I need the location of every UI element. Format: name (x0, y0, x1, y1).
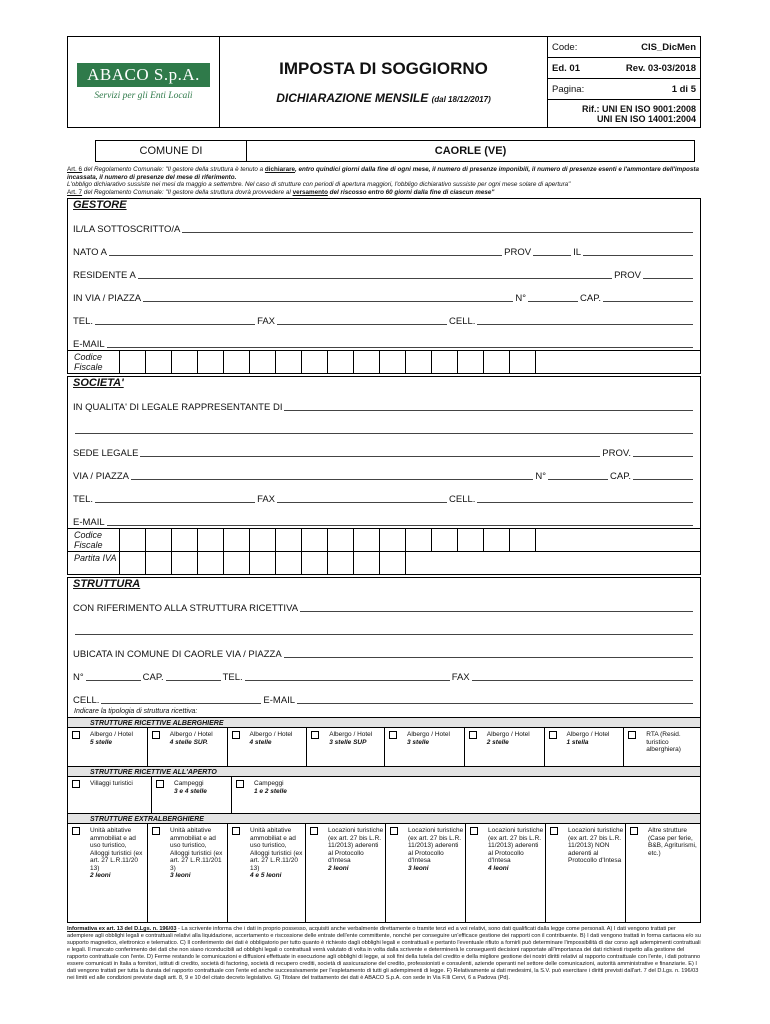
contact-field[interactable]: TEL. FAX CELL. (68, 304, 700, 327)
page-row: Pagina: 1 di 5 (548, 79, 700, 100)
partita-iva-label: Partita IVA (68, 552, 120, 574)
option-label: Unità abitative ammobiliat e ad uso turistico, Alloggi turistici (ex art. 27 L.R.11/201 3) (170, 827, 223, 872)
comune-value: CAORLE (VE) (434, 145, 507, 157)
edition-row: Ed. 01 Rev. 03-03/2018 (548, 58, 700, 79)
extra-option-0[interactable] (68, 824, 148, 922)
alberghiere-header: STRUTTURE RICETTIVE ALBERGHIERE (68, 717, 700, 728)
extra-option-1[interactable] (148, 824, 228, 922)
code-row: Code: CIS_DicMen (548, 37, 700, 58)
alberghiere-option-0[interactable] (68, 728, 148, 766)
aperto-options (68, 777, 700, 813)
option-rating: 1 e 2 stelle (254, 787, 287, 795)
checkbox-icon[interactable] (232, 731, 240, 739)
aperto-option-0[interactable] (68, 777, 152, 813)
checkbox-icon[interactable] (236, 780, 244, 788)
comune-label: COMUNE DI (96, 141, 247, 161)
societa-email-field[interactable]: E-MAIL (68, 505, 700, 528)
checkbox-icon[interactable] (72, 827, 80, 835)
via-field[interactable]: IN VIA / PIAZZA N° CAP. (68, 281, 700, 304)
option-rating: 3 stelle SUP (329, 738, 367, 746)
extra-option-5[interactable] (466, 824, 546, 922)
struttura-section (67, 577, 701, 923)
privacy-footer: Informativa ex art. 13 del D.Lgs. n. 196/03 - La scrivente informa che i dati in proprio possesso, acquisiti anche verbalmente direttamente o tramite terzi ed a voi relativi, sono dati qualificati dalla legge come personali. A) I dati vengono trattati per adempiere agli obblighi legali e contrattuali relativi alla liquidazione, accertamento e riscossione delle entrate dell'ente committente, nonché per conseguire un'efficace gestione dei rapporti con il contribuente. B) I dati vengono trattati in forma cartacea e/o su supporto magnetico, elettronico e telematico. C) Il conferimento dei dati è obbligatorio per tutto quanto è richiesto dagli obblighi legali e contrattuali e pertanto l'eventuale rifiuto a fornirli può determinare l'impossibilità di dar corso agli adempimenti contrattuali e legali. Il mancato conferimento dei dati che non siano riconducibili ad obblighi legali o contrattuali verrà valutato di volta in volta dalla scrivente e determinerà le conseguenti decisioni rapportate all'importanza dei dati richiesti rispetto alla gestione del rapporto contrattuale con l'ente. D) Ferme restando le comunicazioni e diffusioni effettuate in esecuzione agli obblighi di legge, ai soli fini della tutela del credito e della migliore gestione dei nostri diritti relativi al rapporto contrattuale con l'ente, i dati potranno essere comunicati in Italia a fornitori, istituti di credito, società di factoring, società di recupero crediti, società di assicurazione del credito, professionisti e consulenti, aziende operanti nel settore delle comunicazioni, autorità amministrative e finanziarie. E) I dati vengono trattati per tutta la durata del rapporto contrattuale con l'ente ed anche successivamente per l'espletamento di tutti gli adempimenti di legge. F) Relativamente ai dati medesimi, la S.V. può esercitare i diritti previsti dall'art. 7 del D.Lgs. n. 196/03 nei limiti ed alle condizioni previste dagli artt. 8, 9 e 10 del citato decreto legislativo. G) Titolare del trattamento dei dati è ABACO S.p.A. con sede in Via F.lli Cervi, 6 a Padova (Pd). (67, 926, 701, 982)
riferimento-field[interactable]: CON RIFERIMENTO ALLA STRUTTURA RICETTIVA (68, 591, 700, 614)
option-label: Albergo / Hotel (90, 731, 133, 739)
checkbox-icon[interactable] (469, 731, 477, 739)
option-rating: 4 stelle SUP. (169, 738, 208, 746)
societa-contact-field[interactable]: TEL. FAX CELL. (68, 482, 700, 505)
option-rating: 4 e 5 leoni (250, 872, 282, 880)
nato-field[interactable]: NATO A PROV IL (68, 235, 700, 258)
option-label: Albergo / Hotel (329, 731, 373, 739)
company-tagline: Servizi per gli Enti Locali (94, 91, 193, 101)
checkbox-icon[interactable] (470, 827, 478, 835)
extra-option-3[interactable] (306, 824, 386, 922)
option-label: Altre strutture (Case per ferie, B&B, Agriturismi, etc.) (648, 827, 697, 857)
residente-field[interactable]: RESIDENTE A PROV (68, 258, 700, 281)
qualita-field-2[interactable] (68, 413, 700, 436)
option-rating: 5 stelle (90, 738, 113, 746)
checkbox-icon[interactable] (549, 731, 557, 739)
email-field[interactable]: E-MAIL (68, 327, 700, 350)
option-label: Albergo / Hotel (249, 731, 293, 739)
meta-cell (548, 37, 700, 127)
aperto-option-1[interactable] (152, 777, 232, 813)
form-page (67, 36, 701, 982)
option-label: Locazioni turistiche (ex art. 27 bis L.R. 11/2013) aderenti al Protocollo d'Intesa (408, 827, 464, 865)
option-rating: 2 leoni (328, 864, 349, 872)
title-cell (220, 37, 548, 127)
option-label: Campeggi (174, 780, 204, 788)
option-label: Albergo / Hotel (566, 731, 610, 739)
option-label: Unità abitative ammobiliat e ad uso turistico, Alloggi turistici (ex art. 27 L.R.11/20 13) (250, 827, 303, 872)
checkbox-icon[interactable] (152, 827, 160, 835)
comune-box (95, 140, 695, 162)
checkbox-icon[interactable] (550, 827, 558, 835)
extra-option-7[interactable] (626, 824, 700, 922)
option-label: Campeggi (254, 780, 284, 788)
option-rating: 2 leoni (90, 872, 111, 880)
societa-cf-row[interactable] (68, 528, 700, 551)
option-rating: 2 stelle (486, 738, 509, 746)
option-rating: 3 leoni (170, 872, 191, 880)
checkbox-icon[interactable] (630, 827, 638, 835)
checkbox-icon[interactable] (390, 827, 398, 835)
alberghiere-option-2[interactable] (228, 728, 308, 766)
option-label: Unità abitative ammobiliat e ad uso turistico, Alloggi turistici (ex art. 27 L.R.11/20 13) (90, 827, 143, 872)
struttura-title: STRUTTURA (73, 578, 141, 591)
checkbox-icon[interactable] (389, 731, 397, 739)
option-rating: 4 stelle (249, 738, 272, 746)
ubicata-field[interactable]: UBICATA IN COMUNE DI CAORLE VIA / PIAZZA (68, 637, 700, 660)
checkbox-icon[interactable] (628, 731, 636, 739)
checkbox-icon[interactable] (72, 731, 80, 739)
checkbox-icon[interactable] (152, 731, 160, 739)
checkbox-icon[interactable] (72, 780, 80, 788)
logo-cell (68, 37, 220, 127)
checkbox-icon[interactable] (232, 827, 240, 835)
option-label: Villaggi turistici (90, 780, 133, 788)
extra-header: STRUTTURE EXTRALBERGHIERE (68, 813, 700, 824)
societa-via-field[interactable]: VIA / PIAZZA N° CAP. (68, 459, 700, 482)
alberghiere-option-6[interactable] (545, 728, 625, 766)
header (67, 36, 701, 128)
option-label: Locazioni turistiche (ex art. 27 bis L.R. 11/2013) aderenti al Protocollo d'Intesa (488, 827, 544, 865)
regulation-notes: Art. 6 del Regolamento Comunale: "Il gestore della struttura è tenuto a dichiarare, entro quindici giorni dalla fine di ogni mese, il numero di presenze imponibili, il numero di presenze esenti e l'ammontare dell'imposta incassata, il numero di presenze del mese di riferimento. L'obbligo dichiarativo sussiste nei mesi da maggio a settembre. Nel caso di strutture con periodi di apertura maggiori, l'obbligo dichiarativo sussiste per ogni mese solare di apertura" Art. 7 del Regolamento Comunale: "Il gestore della struttura dovrà provvedere al versamento del riscosso entro 60 giorni dalla fine di ciascun mese" (67, 166, 700, 196)
sottoscritto-field[interactable]: IL/LA SOTTOSCRITTO/A (68, 212, 700, 235)
codice-fiscale-label: Codice Fiscale (68, 351, 120, 373)
societa-title: SOCIETA' (73, 377, 124, 390)
alberghiere-option-7[interactable] (624, 728, 700, 766)
option-rating: 3 e 4 stelle (174, 787, 207, 795)
option-rating: 4 leoni (488, 864, 509, 872)
document-title: IMPOSTA DI SOGGIORNO (279, 59, 488, 78)
option-label: Albergo / Hotel (486, 731, 530, 739)
riferimento-field-2[interactable] (68, 614, 700, 637)
checkbox-icon[interactable] (311, 731, 319, 739)
codice-fiscale-row[interactable] (68, 350, 700, 373)
struttura-cell-field[interactable]: CELL. E-MAIL (68, 683, 700, 706)
alberghiere-options (68, 728, 700, 766)
tipologia-label: Indicare la tipologia di struttura ricettiva: (74, 708, 198, 716)
gestore-section (67, 198, 701, 374)
checkbox-icon[interactable] (310, 827, 318, 835)
societa-section (67, 376, 701, 575)
option-label: Albergo / Hotel (407, 731, 450, 739)
option-rating: 3 leoni (408, 864, 429, 872)
option-rating: 3 stelle (407, 738, 430, 746)
option-label: Albergo / Hotel (169, 731, 213, 739)
gestore-title: GESTORE (73, 199, 127, 212)
alberghiere-option-4[interactable] (385, 728, 465, 766)
alberghiere-option-5[interactable] (465, 728, 545, 766)
partita-iva-row[interactable] (68, 551, 700, 574)
aperto-option-2[interactable] (232, 777, 312, 813)
alberghiere-option-1[interactable] (148, 728, 228, 766)
option-label: Locazioni turistiche (ex art. 27 bis L.R. 11/2013) aderenti al Protocollo d'Intesa (328, 827, 384, 865)
sede-field[interactable]: SEDE LEGALE PROV. (68, 436, 700, 459)
aperto-header: STRUTTURE RICETTIVE ALL'APERTO (68, 766, 700, 777)
qualita-field[interactable]: IN QUALITA' DI LEGALE RAPPRESENTANTE DI (68, 390, 700, 413)
struttura-num-field[interactable]: N° CAP. TEL. FAX (68, 660, 700, 683)
reference-row: Rif.: UNI EN ISO 9001:2008 UNI EN ISO 14001:2004 (581, 103, 696, 124)
option-rating: 1 stella (566, 738, 589, 746)
company-logo: ABACO S.p.A. (77, 63, 210, 87)
document-subtitle: DICHIARAZIONE MENSILE (dal 18/12/2017) (276, 91, 491, 105)
checkbox-icon[interactable] (156, 780, 164, 788)
societa-cf-label: Codice Fiscale (68, 529, 120, 551)
extra-options (68, 824, 700, 922)
extra-option-6[interactable] (546, 824, 626, 922)
alberghiere-option-3[interactable] (307, 728, 385, 766)
option-label: Locazioni turistiche (ex art. 27 bis L.R. 11/2013) NON aderenti al Protocollo d'Intesa (568, 827, 624, 865)
extra-option-4[interactable] (386, 824, 466, 922)
option-label: RTA (Resid. turistico alberghiera) (646, 731, 681, 754)
extra-option-2[interactable] (228, 824, 306, 922)
